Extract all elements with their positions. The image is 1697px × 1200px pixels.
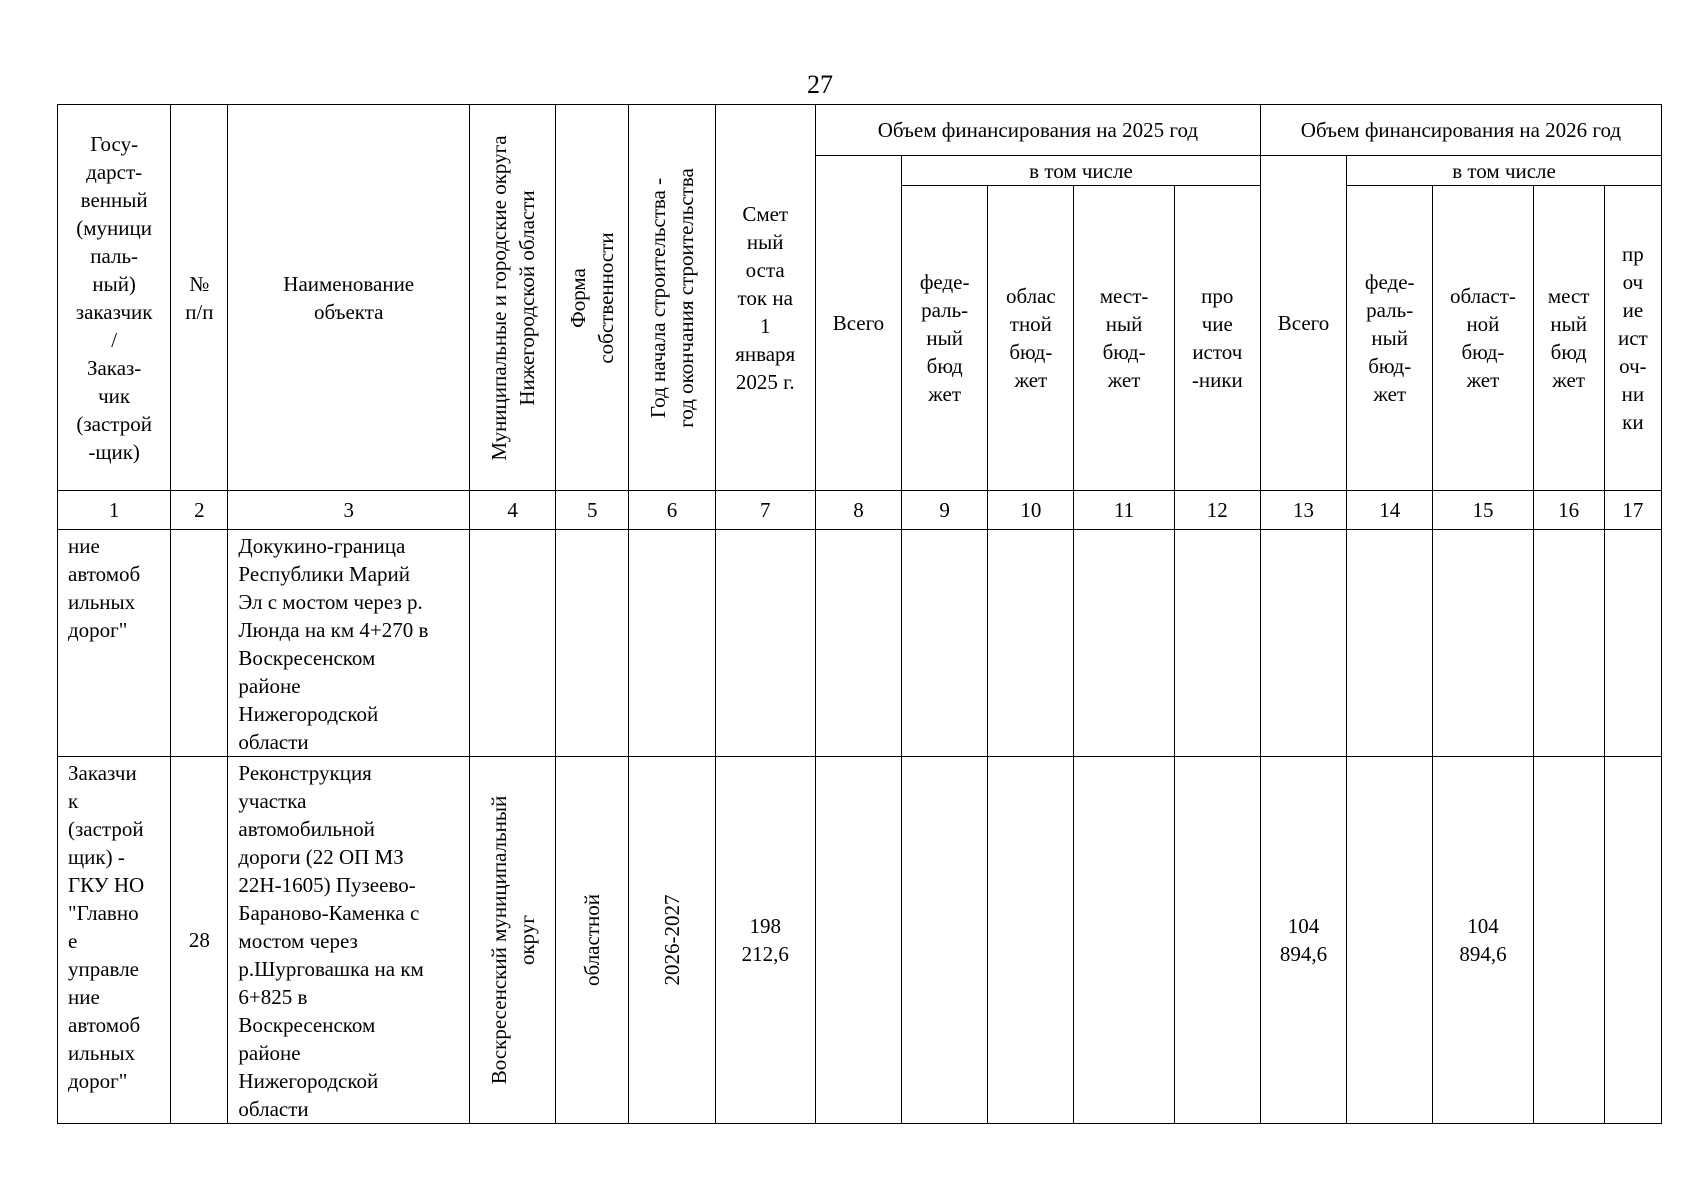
cell-num: 28 [171,757,228,1124]
header-total-2025: Всего [815,156,901,491]
header-years [629,105,715,491]
column-number: 6 [629,491,715,530]
cell-ownership [556,757,629,1124]
column-number: 14 [1347,491,1433,530]
cell-total-2025 [815,757,901,1124]
header-ownership [556,105,629,491]
column-number: 17 [1604,491,1661,530]
investment-program-table [57,104,1662,1124]
cell-federal-2026 [1347,757,1433,1124]
header-other-2025: про чие источ -ники [1174,186,1260,491]
cell-other-2025 [1174,757,1260,1124]
header-local-2025: мест- ный бюд- жет [1074,186,1174,491]
column-number: 10 [988,491,1074,530]
header-including-2026: в том числе [1347,156,1662,186]
cell-ownership [556,530,629,757]
header-federal-2025: феде- раль- ный бюд жет [902,186,988,491]
cell-federal-2026 [1347,530,1433,757]
cell-regional-2025 [988,757,1074,1124]
column-number: 5 [556,491,629,530]
cell-regional-2025 [988,530,1074,757]
cell-local-2026 [1533,757,1604,1124]
header-customer: Госу- дарст- венный (муници паль- ный) заказчик / Заказ- чик (застрой -щик) [58,105,171,491]
header-municipal-text: Муниципальные и городские округа Нижегородской области [486,134,539,461]
column-number: 16 [1533,491,1604,530]
header-other-2026: пр оч ие ист оч- ни ки [1604,186,1661,491]
cell-regional-2026 [1433,530,1533,757]
cell-total-2026: 104 894,6 [1260,757,1346,1124]
column-number: 1 [58,491,171,530]
cell-total-2025 [815,530,901,757]
column-number-row [58,491,1662,530]
page-number: 27 [807,70,833,99]
column-number: 3 [228,491,470,530]
header-municipal [470,105,556,491]
header-financing-2025: Объем финансирования на 2025 год [815,105,1260,156]
cell-municipal [470,757,556,1124]
column-number: 8 [815,491,901,530]
cell-municipal [470,530,556,757]
cell-estimate [715,530,815,757]
cell-ownership-text: областной [580,894,605,986]
cell-total-2026 [1260,530,1346,757]
header-local-2026: мест ный бюд жет [1533,186,1604,491]
header-estimate: Смет ный оста ток на 1 января 2025 г. [715,105,815,491]
cell-other-2025 [1174,530,1260,757]
cell-federal-2025 [902,530,988,757]
table-row [58,530,1662,757]
cell-years [629,530,715,757]
cell-local-2025 [1074,530,1174,757]
cell-local-2026 [1533,530,1604,757]
column-number: 9 [902,491,988,530]
cell-customer: ние автомоб ильных дорог" [58,530,171,757]
header-regional-2025: облас тной бюд- жет [988,186,1074,491]
cell-years [629,757,715,1124]
column-number: 4 [470,491,556,530]
header-total-2026: Всего [1260,156,1346,491]
column-number: 2 [171,491,228,530]
cell-local-2025 [1074,757,1174,1124]
header-name: Наименование объекта [228,105,470,491]
column-number: 7 [715,491,815,530]
cell-regional-2026: 104 894,6 [1433,757,1533,1124]
cell-name: Докукино-граница Республики Марий Эл с мостом через р. Люнда на км 4+270 в Воскресенском районе Нижегородской области [228,530,470,757]
header-years-text: Год начала строительства - год окончания строительства [645,167,698,428]
header-row-1 [58,105,1662,156]
cell-name: Реконструкция участка автомобильной дороги (22 ОП МЗ 22Н-1605) Пузеево- Бараново-Каменка с мостом через р.Шурговашка на км 6+825 в Воскресенском районе Нижегородской области [228,757,470,1124]
cell-num [171,530,228,757]
cell-municipal-text: Воскресенский муниципальный округ [486,795,539,1085]
header-ownership-text: Форма собственности [566,231,619,364]
cell-other-2026 [1604,530,1661,757]
cell-customer: Заказчи к (застрой щик) - ГКУ НО "Главно е управле ние автомоб ильных дорог" [58,757,171,1124]
header-num: № п/п [171,105,228,491]
table-row [58,757,1662,1124]
cell-federal-2025 [902,757,988,1124]
column-number: 12 [1174,491,1260,530]
cell-other-2026 [1604,757,1661,1124]
cell-years-text: 2026-2027 [659,894,684,986]
header-regional-2026: област- ной бюд- жет [1433,186,1533,491]
column-number: 15 [1433,491,1533,530]
header-federal-2026: феде- раль- ный бюд- жет [1347,186,1433,491]
column-number: 11 [1074,491,1174,530]
header-including-2025: в том числе [902,156,1261,186]
header-financing-2026: Объем финансирования на 2026 год [1260,105,1661,156]
column-number: 13 [1260,491,1346,530]
cell-estimate: 198 212,6 [715,757,815,1124]
